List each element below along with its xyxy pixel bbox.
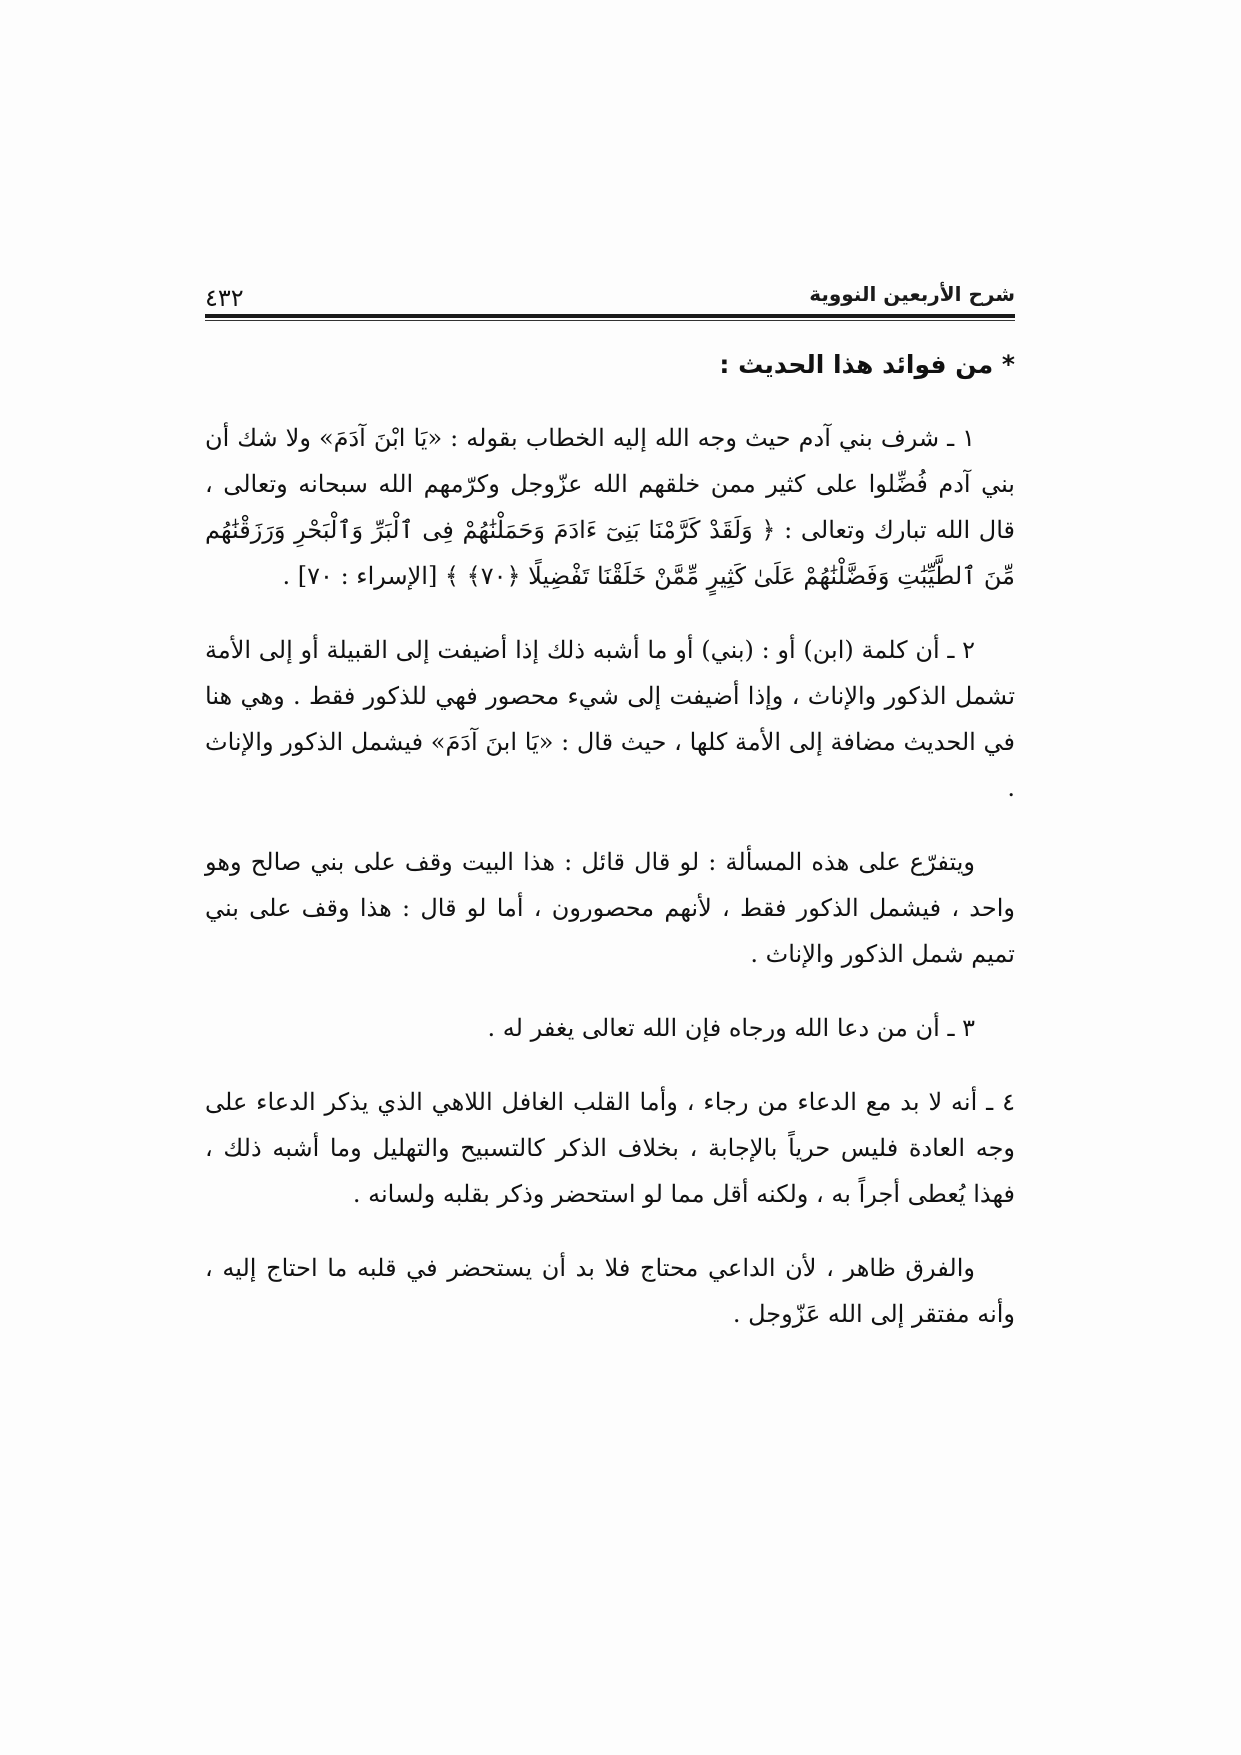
section-heading: * من فوائد هذا الحديث :	[719, 350, 1015, 379]
paragraph-1: ١ ـ شرف بني آدم حيث وجه الله إليه الخطاب بقوله : «يَا ابْنَ آدَمَ» ولا شك أن بني آدم فُضِّلوا على كثير ممن خلقهم الله عزّوجل وكرّمهم الله سبحانه وتعالى ، قال الله تبارك وتعالى : ﴿ وَلَقَدْ كَرَّمْنَا بَنِىٓ ءَادَمَ وَحَمَلْنَٰهُمْ فِى ٱلْبَرِّ وَٱلْبَحْرِ وَرَزَقْنَٰهُم مِّنَ ٱلطَّيِّبَٰتِ وَفَضَّلْنَٰهُمْ عَلَىٰ كَثِيرٍ مِّمَّنْ خَلَقْنَا تَفْضِيلًا ﴿٧٠﴾ ﴾ [الإسراء : ٧٠] .	[205, 424, 1016, 590]
running-title: شرح الأربعين النووية	[809, 282, 1015, 306]
paragraph-2: ٢ ـ أن كلمة (ابن) أو : (بني) أو ما أشبه ذلك إذا أضيفت إلى القبيلة أو إلى الأمة تشمل الذكور والإناث ، وإذا أضيفت إلى شيء محصور فهي للذكور فقط . وهي هنا في الحديث مضافة إلى الأمة كلها ، حيث قال : «يَا ابنَ آدَمَ» فيشمل الذكور والإناث .	[205, 636, 1015, 802]
paragraph-4: ٣ ـ أن من دعا الله ورجاه فإن الله تعالى يغفر له .	[487, 1014, 975, 1042]
page-number: ٤٣٢	[205, 284, 244, 312]
header-rule-thin	[205, 320, 1015, 321]
header-rule	[205, 314, 1015, 318]
paragraph-5: ٤ ـ أنه لا بد مع الدعاء من رجاء ، وأما القلب الغافل اللاهي الذي يذكر الدعاء على وجه العادة فليس حرياً بالإجابة ، بخلاف الذكر كالتسبيح والتهليل وما أشبه ذلك ، فهذا يُعطى أجراً به ، ولكنه أقل مما لو استحضر وذكر بقلبه ولسانه .	[205, 1088, 1015, 1208]
paragraph-3: ويتفرّع على هذه المسألة : لو قال قائل : هذا البيت وقف على بني صالح وهو واحد ، فيشمل الذكور فقط ، لأنهم محصورون ، أما لو قال : هذا وقف على بني تميم شمل الذكور والإناث .	[205, 848, 1015, 968]
paragraph-6: والفرق ظاهر ، لأن الداعي محتاج فلا بد أن يستحضر في قلبه ما احتاج إليه ، وأنه مفتقر إلى الله عَزّوجل .	[205, 1254, 1015, 1328]
page-content	[205, 345, 1015, 1365]
running-header	[205, 282, 1015, 322]
